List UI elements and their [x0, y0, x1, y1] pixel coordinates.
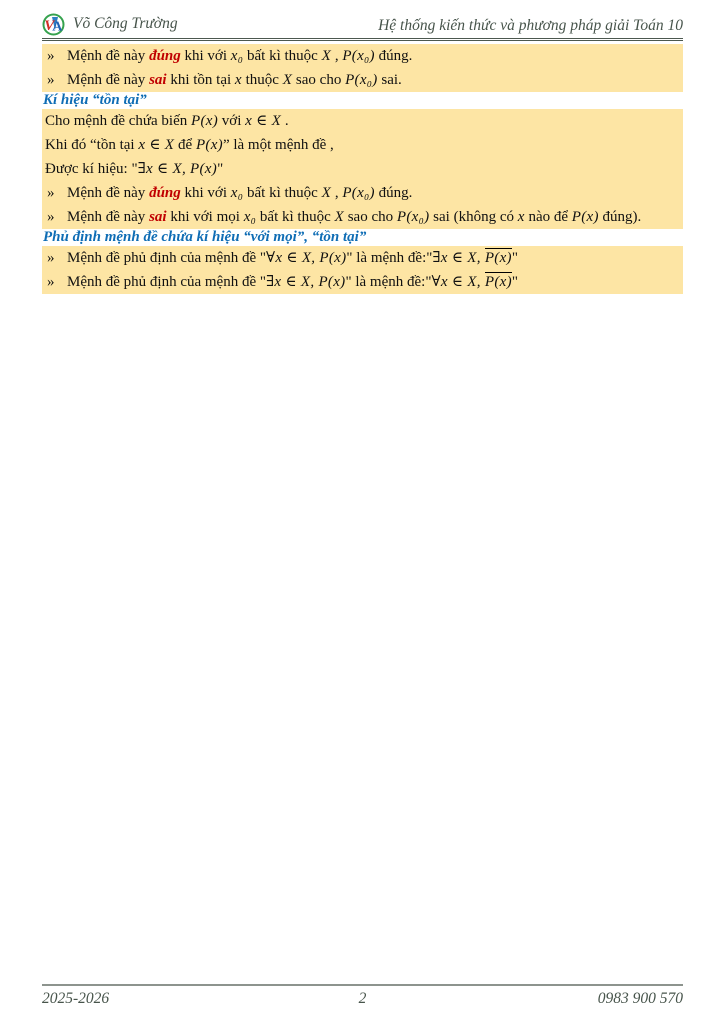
- text-run: ": [511, 274, 518, 290]
- math-expression: x₀: [230, 48, 244, 64]
- math-expression: P(x): [571, 209, 599, 225]
- author-name: Võ Công Trường: [73, 15, 178, 32]
- text-run: sao cho: [343, 209, 397, 225]
- math-expression: ∀x ∈ X, P(x): [266, 250, 347, 266]
- text-run: Mệnh đề này: [67, 72, 150, 88]
- math-overline: P(x): [484, 250, 512, 266]
- text-run: khi với mọi: [166, 209, 244, 225]
- emphasis-word: đúng: [149, 48, 181, 64]
- math-expression: P(x₀): [345, 72, 378, 88]
- content-line: [42, 133, 683, 157]
- text-run: đúng).: [598, 209, 642, 225]
- text-run: ": [217, 161, 224, 177]
- bullet-marker: »: [47, 72, 55, 88]
- section-heading: Kí hiệu “tồn tại”: [42, 92, 683, 109]
- math-expression: x: [517, 209, 525, 225]
- text-run: khi với: [180, 48, 231, 64]
- text-run: Mệnh đề phủ định của mệnh đề ": [67, 250, 266, 266]
- text-run: nào để: [524, 209, 572, 225]
- math-expression: P(x₀): [342, 185, 375, 201]
- text-run: với: [218, 113, 246, 129]
- document-title: Hệ thống kiến thức và phương pháp giải Toán 10: [378, 17, 683, 34]
- emphasis-word: đúng: [149, 185, 181, 201]
- text-run: sai.: [377, 72, 402, 88]
- math-expression: x₀: [230, 185, 244, 201]
- content-line: [42, 44, 683, 68]
- math-expression: P(x₀): [396, 209, 430, 225]
- svg-text:V: V: [44, 18, 55, 34]
- content-line: [42, 68, 683, 92]
- text-run: Mệnh đề này: [67, 48, 150, 64]
- emphasis-word: sai: [149, 209, 167, 225]
- footer-page-number: 2: [358, 990, 367, 1007]
- math-overline: P(x): [484, 274, 512, 290]
- text-run: sai (không có: [429, 209, 518, 225]
- text-run: bất kì thuộc: [243, 185, 322, 201]
- math-expression: ∃x ∈ X, P(x): [137, 161, 218, 177]
- footer-phone: 0983 900 570: [597, 990, 684, 1007]
- text-run: khi tồn tại: [166, 72, 235, 88]
- text-run: Cho mệnh đề chứa biến: [45, 113, 192, 129]
- page-footer: [42, 984, 683, 1008]
- math-expression: x₀: [243, 209, 257, 225]
- footer-school-year: 2025-2026: [42, 990, 110, 1007]
- math-expression: X: [321, 185, 332, 201]
- text-run: đúng.: [374, 48, 413, 64]
- brand-logo-icon: [42, 13, 65, 36]
- page-header: [42, 0, 683, 41]
- text-run: ,: [331, 48, 343, 64]
- math-expression: P(x₀): [342, 48, 375, 64]
- text-run: để: [174, 137, 196, 153]
- content-line: [42, 181, 683, 205]
- math-expression: X: [282, 72, 293, 88]
- math-expression: x ∈ X: [138, 137, 175, 153]
- content-line: [42, 109, 683, 133]
- text-run: Mệnh đề này: [67, 209, 150, 225]
- text-run: đúng.: [374, 185, 413, 201]
- math-expression: ∃x ∈ X, P(x): [266, 274, 346, 290]
- math-expression: x: [234, 72, 242, 88]
- text-run: Khi đó “tồn tại: [45, 137, 139, 153]
- bullet-marker: »: [47, 250, 55, 266]
- content-line: [42, 157, 683, 181]
- text-run: " là mệnh đề:": [345, 274, 432, 290]
- content-line: [42, 205, 683, 229]
- text-run: Mệnh đề phủ định của mệnh đề ": [67, 274, 266, 290]
- text-run: Mệnh đề này: [67, 185, 150, 201]
- bullet-marker: »: [47, 185, 55, 201]
- text-run: ,: [331, 185, 343, 201]
- text-run: " là mệnh đề:": [346, 250, 433, 266]
- text-run: .: [281, 113, 289, 129]
- emphasis-word: sai: [149, 72, 167, 88]
- text-run: ” là một mệnh đề ,: [222, 137, 334, 153]
- text-run: bất kì thuộc: [243, 48, 322, 64]
- text-run: ": [511, 250, 518, 266]
- content-line: [42, 246, 683, 270]
- section-heading: Phủ định mệnh đề chứa kí hiệu “với mọi”, “tồn tại”: [42, 229, 683, 246]
- math-expression: P(x): [195, 137, 223, 153]
- bullet-marker: »: [47, 274, 55, 290]
- text-run: bất kì thuộc: [256, 209, 335, 225]
- math-expression: P(x): [191, 113, 219, 129]
- math-expression: x ∈ X: [245, 113, 282, 129]
- math-expression: ∃x ∈ X,: [432, 250, 485, 266]
- bullet-marker: »: [47, 48, 55, 64]
- text-run: khi với: [180, 185, 231, 201]
- math-expression: ∀x ∈ X,: [431, 274, 485, 290]
- math-expression: X: [334, 209, 344, 225]
- svg-text:A: A: [52, 19, 63, 35]
- header-left: [42, 13, 378, 35]
- math-expression: X: [321, 48, 332, 64]
- bullet-marker: »: [47, 209, 55, 225]
- text-run: sao cho: [292, 72, 346, 88]
- content-line: [42, 270, 683, 294]
- text-run: thuộc: [241, 72, 283, 88]
- content: [42, 44, 683, 294]
- text-run: Được kí hiệu: ": [45, 161, 138, 177]
